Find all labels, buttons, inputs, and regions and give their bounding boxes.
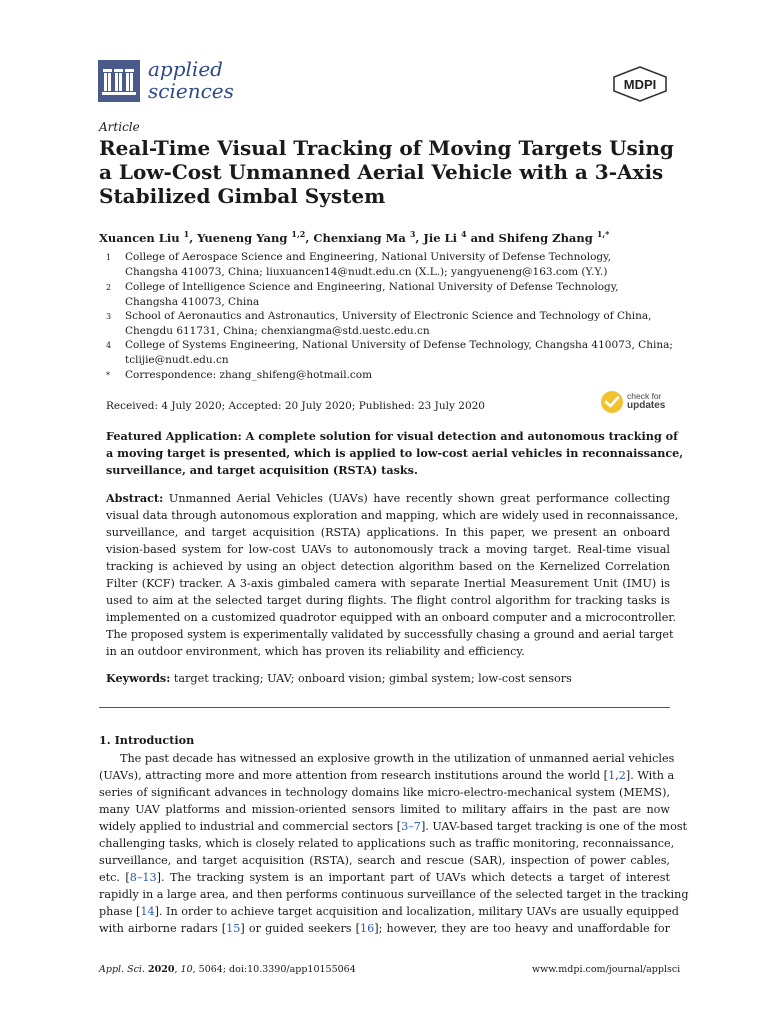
- citation-link[interactable]: 14: [140, 905, 155, 918]
- intro-line: [99, 750, 675, 767]
- author-name: Jie Li: [423, 230, 457, 245]
- intro-text: ]; however, they are too heavy and unaffordable for: [374, 922, 670, 935]
- citation-link[interactable]: 15: [226, 922, 241, 935]
- intro-text: The past decade has witnessed an explosive growth in the utilization of unmanned aerial vehicles: [120, 752, 675, 765]
- abstract-line: used to aim at the selected target during flights. The flight control algorithm for tracking tasks is: [106, 594, 670, 607]
- affiliation-number: 3: [106, 312, 112, 321]
- introduction-body: [99, 750, 689, 937]
- abstract-line: vision-based system for low-cost UAVs to autonomously track a moving target. Real-time visual: [106, 543, 670, 556]
- article-type: Article: [99, 120, 140, 134]
- intro-line: [99, 852, 670, 869]
- intro-text: etc. [: [99, 871, 130, 884]
- section-divider: [99, 707, 670, 708]
- intro-text: phase [: [99, 905, 141, 918]
- footer-doi: , 5064; doi:10.3390/app10155064: [192, 964, 356, 975]
- keywords-text: target tracking; UAV; onboard vision; gimbal system; low-cost sensors: [170, 672, 572, 685]
- featured-line: a moving target is presented, which is applied to low-cost aerial vehicles in reconnaissance,: [106, 446, 684, 460]
- abstract-line: in an outdoor environment, which has proven its reliability and efficiency.: [106, 645, 525, 658]
- intro-text: with airborne radars [: [99, 922, 227, 935]
- abstract-line: Unmanned Aerial Vehicles (UAVs) have recently shown great performance collecting: [163, 492, 670, 505]
- author-affiliation-mark: 3: [409, 229, 416, 239]
- abstract-line: implemented on a customized quadrotor equipped with an onboard computer and a microcontroller.: [106, 611, 677, 624]
- footer-journal: Appl. Sci.: [99, 964, 145, 975]
- affiliation-line: College of Intelligence Science and Engineering, National University of Defense Technology,: [125, 281, 619, 293]
- abstract-label: Abstract:: [106, 491, 164, 505]
- footer-year: 2020: [148, 964, 175, 975]
- intro-text: ]. In order to achieve target acquisition and localization, military UAVs are usually equipped: [154, 905, 679, 918]
- author-affiliation-mark: 1,2: [291, 229, 306, 239]
- publisher-name: MDPI: [623, 77, 657, 92]
- intro-text: ] or guided seekers [: [240, 922, 361, 935]
- journal-logo: [98, 57, 242, 104]
- intro-line: [99, 903, 679, 920]
- author-name: Shifeng Zhang: [498, 230, 593, 245]
- intro-line: [99, 920, 670, 937]
- intro-text: series of significant advances in technology domains like micro-electro-mechanical system (MEMS),: [99, 786, 670, 799]
- intro-text: ,: [615, 769, 619, 782]
- footer-url[interactable]: www.mdpi.com/journal/applsci: [532, 964, 681, 975]
- journal-name-line1: applied: [148, 57, 223, 81]
- intro-text: rapidly in a large area, and then performs continuous surveillance of the selected target in the tracking: [99, 888, 689, 901]
- author-name: Chenxiang Ma: [313, 230, 406, 245]
- abstract-line: tracking is achieved by using an object detection algorithm based on the Kernelized Correlation: [106, 560, 670, 573]
- publication-dates: Received: 4 July 2020; Accepted: 20 July 2020; Published: 23 July 2020: [106, 400, 485, 412]
- intro-line: [99, 869, 670, 886]
- author-name: Xuancen Liu: [99, 230, 180, 245]
- intro-line: [99, 835, 675, 852]
- author-affiliation-mark: 1: [183, 229, 190, 239]
- citation-link[interactable]: 1: [608, 769, 616, 782]
- title-line: Stabilized Gimbal System: [99, 184, 386, 208]
- affiliation-line: College of Systems Engineering, National University of Defense Technology, Changsha 410073, China;: [125, 339, 673, 351]
- affiliation-line: Chengdu 611731, China; chenxiangma@std.uestc.edu.cn: [125, 325, 430, 337]
- citation-link[interactable]: 2: [618, 769, 626, 782]
- journal-name-line2: sciences: [148, 79, 234, 103]
- intro-text: (UAVs), attracting more and more attention from research institutions around the world [: [99, 769, 609, 782]
- intro-text: ]. With a: [625, 769, 675, 782]
- section-heading-introduction: 1. Introduction: [99, 733, 195, 747]
- correspondence-line: Correspondence: zhang_shifeng@hotmail.com: [125, 369, 373, 381]
- badge-text: [627, 391, 665, 411]
- affiliation-line: Changsha 410073, China: [125, 296, 260, 308]
- abstract-line: Filter (KCF) tracker. A 3-axis gimbaled camera with separate Inertial Measurement Unit (IMU) is: [106, 577, 670, 590]
- featured-line: Featured Application: A complete solution for visual detection and autonomous tracking of: [106, 429, 678, 443]
- intro-line: [99, 818, 688, 835]
- intro-text: ]. The tracking system is an important part of UAVs which detects a target of interest: [156, 871, 670, 884]
- intro-text: ]. UAV-based target tracking is one of the most: [420, 820, 688, 833]
- abstract-line: surveillance, and target acquisition (RSTA) applications. In this paper, we present an onboard: [106, 526, 670, 539]
- affiliation-number: 1: [106, 253, 112, 262]
- affiliation-number: 4: [106, 341, 112, 350]
- affiliation-line: School of Aeronautics and Astronautics, University of Electronic Science and Technology of China,: [125, 310, 652, 322]
- footer-citation: Appl. Sci. 2020, 10, 5064; doi:10.3390/app10155064: [99, 964, 356, 975]
- intro-text: surveillance, and target acquisition (RSTA), search and rescue (SAR), inspection of power cables,: [99, 854, 670, 867]
- intro-text: challenging tasks, which is closely related to applications such as traffic monitoring, reconnaissance,: [99, 837, 675, 850]
- featured-application: [106, 428, 684, 479]
- publisher-logo: [612, 66, 668, 102]
- intro-line: [99, 767, 675, 784]
- affiliation-number: *: [106, 371, 110, 380]
- check-icon: [600, 390, 624, 414]
- intro-text: many UAV platforms and mission-oriented sensors limited to military affairs in the past are now: [99, 803, 670, 816]
- keywords: [106, 670, 670, 687]
- paper-title: [99, 136, 679, 208]
- journal-logo-icon: [98, 60, 140, 102]
- intro-line: [99, 886, 689, 903]
- affiliation-number: 2: [106, 283, 112, 292]
- abstract: [106, 490, 679, 660]
- intro-line: [99, 784, 670, 801]
- citation-link[interactable]: 8–13: [129, 871, 157, 884]
- mdpi-logo-icon: [612, 66, 668, 102]
- abstract-line: visual data through autonomous exploration and mapping, which are widely used in reconnaissance,: [106, 509, 679, 522]
- author-name: Yueneng Yang: [197, 230, 288, 245]
- author-list: Xuancen Liu $^1$, Yueneng Yang $^{1,2}$, Chenxiang Ma $^3$, Jie Li $^4$ and Shifeng Zhang $^{1,*}$: [99, 229, 610, 245]
- intro-line: [99, 801, 670, 818]
- keywords-label: Keywords:: [106, 671, 171, 685]
- author-affiliation-mark: 4: [461, 229, 467, 239]
- journal-name: [148, 58, 234, 102]
- affiliation-line: tclijie@nudt.edu.cn: [125, 354, 229, 366]
- abstract-line: The proposed system is experimentally validated by successfully chasing a ground and aerial target: [106, 628, 674, 641]
- featured-line: surveillance, and target acquisition (RSTA) tasks.: [106, 463, 418, 477]
- title-line: a Low-Cost Unmanned Aerial Vehicle with a 3-Axis: [99, 160, 664, 184]
- check-for-updates-badge[interactable]: [600, 389, 672, 415]
- badge-text-top: check for: [627, 391, 662, 401]
- affiliation-line: Changsha 410073, China; liuxuancen14@nudt.edu.cn (X.L.); yangyueneng@163.com (Y.Y.): [125, 266, 608, 278]
- author-affiliation-mark: 1,*: [596, 229, 610, 239]
- citation-link[interactable]: 3–7: [401, 820, 421, 833]
- title-line: Real-Time Visual Tracking of Moving Targets Using: [99, 136, 674, 160]
- affiliation-line: College of Aerospace Science and Engineering, National University of Defense Technology,: [125, 251, 612, 263]
- intro-text: widely applied to industrial and commercial sectors [: [99, 820, 402, 833]
- badge-text-bottom: updates: [627, 400, 666, 411]
- citation-link[interactable]: 16: [360, 922, 375, 935]
- footer-volume: 10: [180, 964, 193, 975]
